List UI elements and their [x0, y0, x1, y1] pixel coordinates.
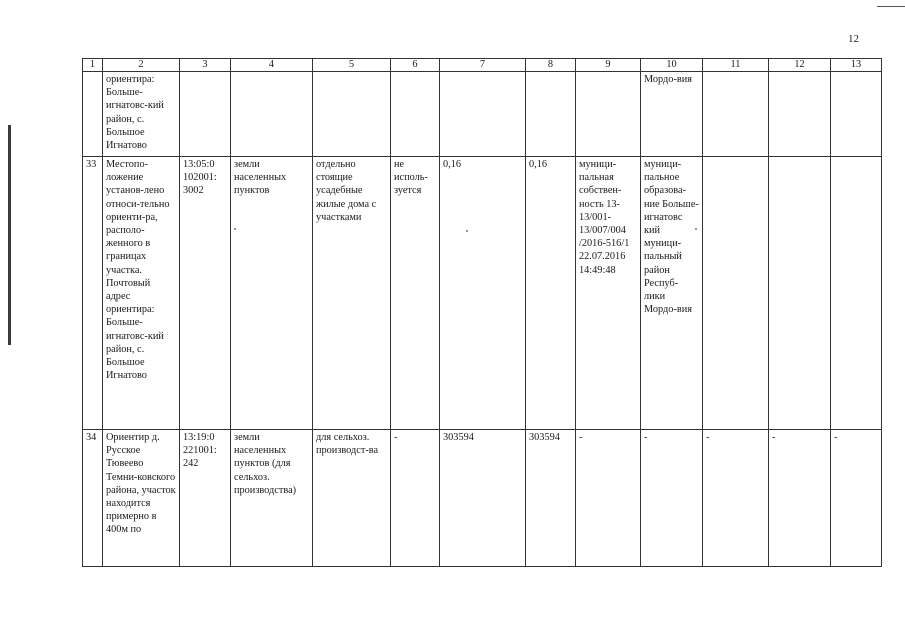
- table-cell: -: [576, 430, 641, 567]
- table-cell: [180, 72, 231, 157]
- table-cell: [769, 157, 831, 430]
- land-registry-table: [82, 58, 882, 567]
- table-cell: 13:05:0 102001: 3002: [180, 157, 231, 430]
- table-cell: ориентира: Больше-игнатовс-кий район, с. Большое Игнатово: [103, 72, 180, 157]
- table-cell: Ориентир д. Русское Тювеево Темни-ковского района, участок находится примерно в 400м по: [103, 430, 180, 567]
- table-cell: [576, 72, 641, 157]
- table-cell: 34: [83, 430, 103, 567]
- table-cell: земли населенных пунктов (для сельхоз. производства): [231, 430, 313, 567]
- table-cell: [313, 72, 391, 157]
- table-cell: для сельхоз. производст-ва: [313, 430, 391, 567]
- column-number: 7: [440, 59, 526, 72]
- column-number: 12: [769, 59, 831, 72]
- table-cell: [526, 72, 576, 157]
- table-cell: [231, 72, 313, 157]
- table-cell: -: [703, 430, 769, 567]
- table-cell: муници-пальная собствен-ность 13-13/001-13/007/004 /2016-516/1 22.07.2016 14:49:48: [576, 157, 641, 430]
- table-cell: -: [391, 430, 440, 567]
- table-cell: отдельно стоящие усадебные жилые дома с участками: [313, 157, 391, 430]
- column-number: 10: [641, 59, 703, 72]
- table-cell: [831, 157, 882, 430]
- table-row: [83, 72, 882, 157]
- table-cell: не исполь-зуется: [391, 157, 440, 430]
- table-cell: [83, 72, 103, 157]
- table-cell: [831, 72, 882, 157]
- table-cell: 303594: [440, 430, 526, 567]
- table-row: [83, 157, 882, 430]
- column-number: 4: [231, 59, 313, 72]
- column-number: 2: [103, 59, 180, 72]
- scan-artifact-top: [877, 6, 905, 7]
- column-number: 8: [526, 59, 576, 72]
- table-cell: [703, 157, 769, 430]
- table-cell: [703, 72, 769, 157]
- table-cell: Местопо-ложение установ-лено относи-тельно ориенти-ра, располо-женного в границах участка. Почтовый адрес ориентира: Больше-игнатовс-кий район, с. Большое Игнатово: [103, 157, 180, 430]
- table-cell: [440, 72, 526, 157]
- table-cell: 303594: [526, 430, 576, 567]
- table-cell: муници-пальное образова-ние Больше-игнатовс кий муници-пальный район Респуб-лики Мордо-вия: [641, 157, 703, 430]
- column-number: 13: [831, 59, 882, 72]
- column-number: 5: [313, 59, 391, 72]
- table-cell: 13:19:0 221001: 242: [180, 430, 231, 567]
- table-cell: [769, 72, 831, 157]
- table-cell: земли населенных пунктов: [231, 157, 313, 430]
- scan-artifact-left: [8, 125, 11, 345]
- column-number: 11: [703, 59, 769, 72]
- column-number: 6: [391, 59, 440, 72]
- column-number: 3: [180, 59, 231, 72]
- page-number: 12: [848, 33, 859, 45]
- table-cell: 0,16: [526, 157, 576, 430]
- table-cell: Мордо-вия: [641, 72, 703, 157]
- table-cell: -: [831, 430, 882, 567]
- table-cell: [391, 72, 440, 157]
- table-cell: 33: [83, 157, 103, 430]
- column-number: 1: [83, 59, 103, 72]
- table-cell: -: [641, 430, 703, 567]
- table-cell: -: [769, 430, 831, 567]
- table-row: [83, 430, 882, 567]
- column-number-row: [83, 59, 882, 72]
- table-cell: 0,16: [440, 157, 526, 430]
- column-number: 9: [576, 59, 641, 72]
